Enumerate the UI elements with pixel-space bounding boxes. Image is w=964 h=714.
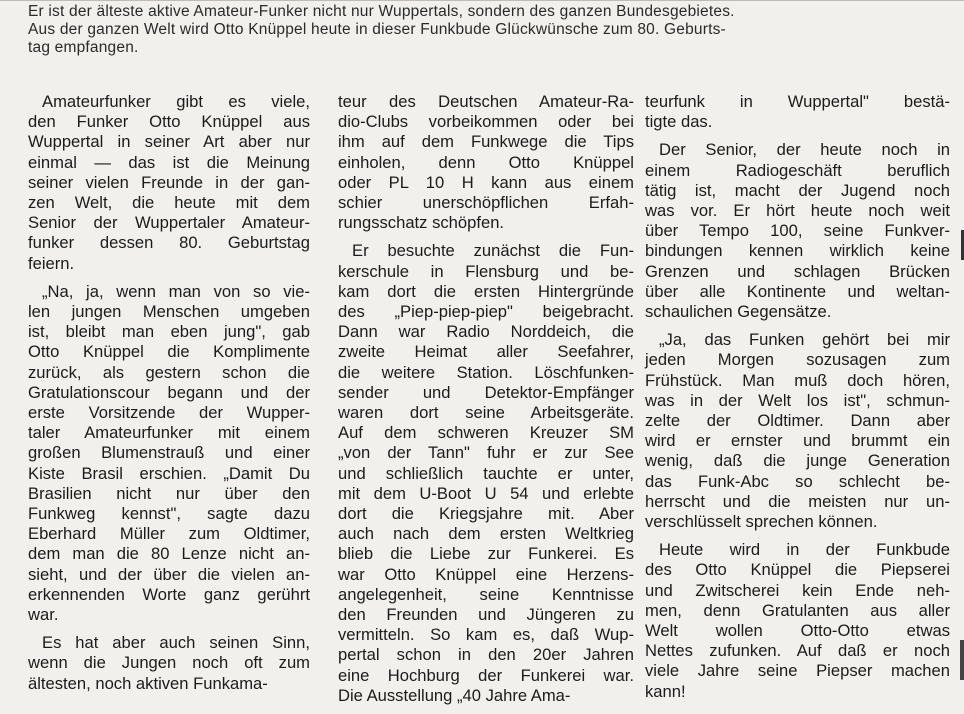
text-line: „Na, ja, wenn man von so vie- [42,281,310,301]
text-line: Kiste Brasil erschien. „Damit Du [28,463,310,483]
text-line: Brasilien nicht nur über den [28,483,310,503]
text-line: teur des Deutschen Amateur-Ra- [338,92,634,111]
text-line: vermitteln. So kam es, daß Wup- [338,625,634,645]
text-line: ist, bleibt man eben jung", gab [28,322,310,342]
text-line: wenig, daß die junge Generation [645,451,950,471]
text-line: tigte das. [645,112,713,132]
text-line: herrscht und die meisten nur un- [645,491,950,511]
text-line: seiner vielen Freunde in der gan- [28,172,310,192]
text-line: auch nach dem ersten Weltkrieg [338,524,634,544]
text-line: Der Senior, der heute noch in [659,140,950,160]
paragraph [338,92,634,233]
text-line: bindungen kennen wirklich keine [645,241,950,261]
text-line: rungsschatz schöpfen. [338,213,505,233]
text-line: über Tempo 100, seine Funkver- [645,221,950,241]
text-line: schaulichen Gegensätze. [645,302,832,322]
text-line: großen Blumenstrauß und einer [28,443,310,463]
text-line: tätig ist, macht der Jugend noch [645,180,950,200]
text-line: sieht, und der über die vielen an- [28,564,310,584]
text-line: erste Vorsitzende der Wupper- [28,403,310,423]
text-line: Es hat aber auch seinen Sinn, [42,633,310,653]
text-line: war. [28,605,59,625]
text-line: zurück, als gestern schon die [28,362,310,382]
text-line: jeden Morgen sozusagen zum [645,350,950,370]
text-line: Grenzen und schlagen Brücken [645,261,950,281]
text-line: zen Welt, die heute mit dem [28,193,310,213]
text-line: blieb die Liebe zur Funkerei. Es [338,544,634,564]
paragraph [645,92,950,132]
caption-line: Aus der ganzen Welt wird Otto Knüppel heute in dieser Funkbude Glückwünsche zum 80. Geburts- [28,21,726,38]
text-line: Welt wollen Otto-Otto etwas [645,621,950,641]
text-line: was in der Welt los ist", schmun- [645,390,950,410]
text-line: zelte der Oldtimer. Dann aber [645,411,950,431]
text-line: mit dem U-Boot U 54 und erlebte [338,483,634,503]
text-line: dem man die 80 Lenze nicht an- [28,544,310,564]
text-line: und schließlich tauchte er unter, [338,463,634,483]
photo-caption [28,3,958,57]
top-border [0,0,964,1]
paragraph [28,92,310,274]
text-line: Wuppertal in seiner Art aber nur [28,132,310,152]
text-line: Nettes zufunken. Auf daß er noch [645,641,950,661]
article-column-2 [338,92,634,714]
article-column-1 [28,92,310,702]
text-line: schier unerschöpflichen Erfah- [338,193,634,213]
text-line: taler Amateurfunker mit einem [28,423,310,443]
text-line: einmal — das ist die Meinung [28,152,310,172]
text-line: Funkweg kennst", sagte dazu [28,504,310,524]
paragraph [338,241,634,706]
text-line: Otto Knüppel die Komplimente [28,342,310,362]
text-line: len jungen Menschen umgeben [28,302,310,322]
text-line: den Freunden und Jüngeren zu [338,605,634,625]
caption-line: tag empfangen. [28,39,139,56]
text-line: Er besuchte zunächst die Fun- [352,241,634,261]
text-line: Gratulationscour begann und der [28,382,310,402]
text-line: die weitere Station. Löschfunken- [338,362,634,382]
text-line: men, denn Gratulanten aus aller [645,600,950,620]
article-column-3 [645,92,950,710]
text-line: pertal schon in den 20er Jahren [338,645,634,665]
text-line: Amateurfunker gibt es viele, [42,92,310,111]
text-line: des Otto Knüppel die Piepserei [645,560,950,580]
text-line: dort die Kriegsjahre mit. Aber [338,504,634,524]
text-line: verschlüsselt sprechen können. [645,512,878,532]
text-line: ältesten, noch aktiven Funkama- [28,673,268,693]
text-line: angelegenheit, seine Kenntnisse [338,584,634,604]
text-line: wenn die Jungen noch oft zum [28,653,310,673]
text-line: zweite Heimat aller Seefahrer, [338,342,634,362]
text-line: dio-Clubs vorbeikommen oder bei [338,112,634,132]
text-line: wird er ernster und brummt ein [645,431,950,451]
text-line: einholen, denn Otto Knüppel [338,152,634,172]
text-line: das Funk-Abc so schlecht be- [645,471,950,491]
paragraph [645,330,950,532]
text-line: und Zwitscherei kein Ende neh- [645,580,950,600]
text-line: kerschule in Flensburg und be- [338,261,634,281]
paragraph [28,633,310,694]
text-line: des „Piep-piep-piep" beigebracht. [338,302,634,322]
text-line: ihm auf dem Funkwege die Tips [338,132,634,152]
text-line: „Ja, das Funken gehört bei mir [659,330,950,350]
scan-edge-mark [960,640,964,680]
text-line: erkennenden Worte ganz gerührt [28,584,310,604]
text-line: Die Ausstellung „40 Jahre Ama- [338,685,571,705]
text-line: viele Jahre seine Piepser machen [645,661,950,681]
text-line: war Otto Knüppel eine Herzens- [338,564,634,584]
text-line: oder PL 10 H kann aus einem [338,172,634,192]
text-line: „von der Tann" fuhr er zur See [338,443,634,463]
text-line: was vor. Er hört heute noch weit [645,201,950,221]
text-line: eine Hochburg der Funkerei war. [338,665,634,685]
text-line: Auf dem schweren Kreuzer SM [338,423,634,443]
paragraph [645,140,950,322]
text-line: Dann war Radio Norddeich, die [338,322,634,342]
paragraph [645,540,950,702]
text-line: Frühstück. Man muß doch hören, [645,370,950,390]
text-line: kam dort die ersten Hintergründe [338,281,634,301]
caption-line: Er ist der älteste aktive Amateur-Funker nicht nur Wuppertals, sondern des ganzen Bundesgebietes. [28,3,735,20]
text-line: Heute wird in der Funkbude [659,540,950,560]
text-line: funker dessen 80. Geburtstag [28,233,310,253]
text-line: Eberhard Müller zum Oldtimer, [28,524,310,544]
text-line: waren dort seine Arbeitsgeräte. [338,403,634,423]
text-line: kann! [645,681,686,701]
paragraph [28,282,310,625]
text-line: den Funker Otto Knüppel aus [28,112,310,132]
text-line: sender und Detektor-Empfänger [338,382,634,402]
text-line: feiern. [28,253,75,273]
text-line: einem Radiogeschäft beruflich [645,160,950,180]
text-line: Senior der Wuppertaler Amateur- [28,213,310,233]
text-line: teurfunk in Wuppertal" bestä- [645,92,950,111]
text-line: über alle Kontinente und weltan- [645,281,950,301]
